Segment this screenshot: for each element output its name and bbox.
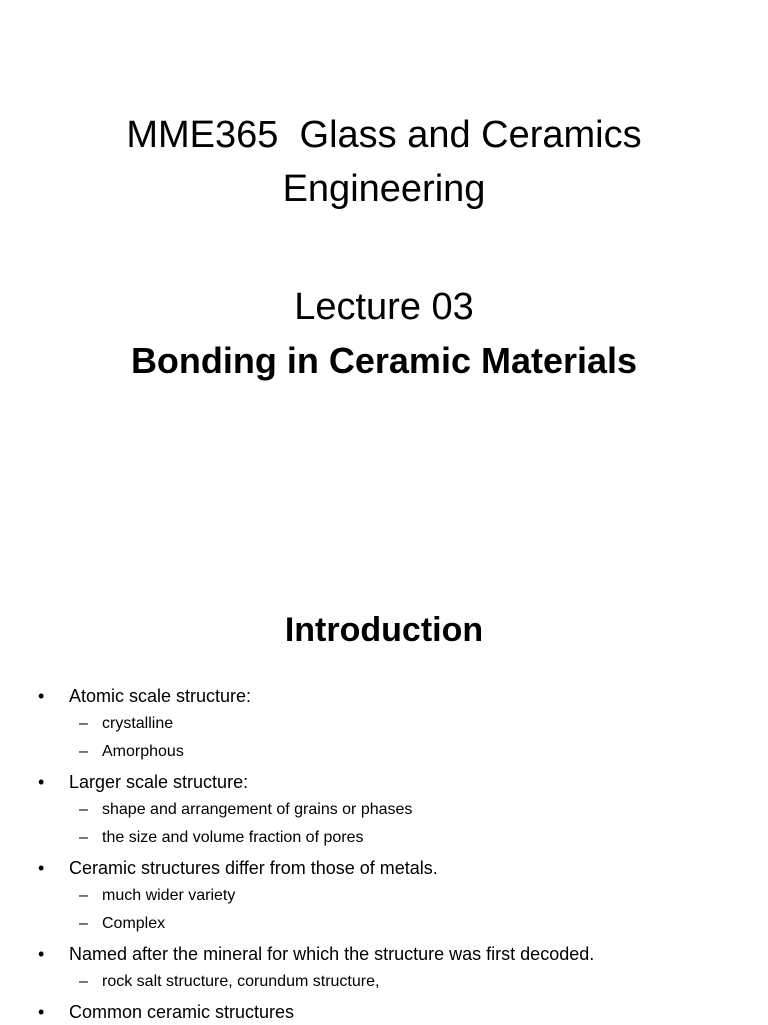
sub-bullet-text: Complex	[102, 915, 166, 932]
course-title-line-1: MME365 Glass and Ceramics	[126, 114, 642, 156]
sub-bullet-text: shape and arrangement of grains or phases	[102, 801, 413, 818]
dash-icon: –	[79, 829, 88, 846]
dash-icon: –	[79, 801, 88, 818]
bullet-icon: •	[38, 772, 45, 792]
sub-bullet-item	[0, 826, 768, 852]
sub-bullet-text: the size and volume fraction of pores	[102, 829, 364, 846]
sub-bullet-item	[0, 970, 768, 996]
bullet-text: Larger scale structure:	[69, 772, 249, 792]
bullet-text: Ceramic structures differ from those of metals.	[69, 858, 438, 878]
introduction-slide	[0, 560, 768, 1024]
course-title-line-2: Engineering	[282, 168, 486, 210]
bullet-item	[0, 769, 768, 795]
dash-icon: –	[79, 915, 88, 932]
dash-icon: –	[79, 715, 88, 732]
dash-icon: –	[79, 743, 88, 760]
sub-bullet-item	[0, 712, 768, 738]
dash-icon: –	[79, 973, 88, 990]
sub-bullet-item	[0, 798, 768, 824]
bullet-text: Atomic scale structure:	[69, 686, 252, 706]
bullet-text: Common ceramic structures	[69, 1002, 295, 1022]
slide-heading: Introduction	[284, 611, 484, 649]
course-title	[0, 108, 768, 216]
bullet-item	[0, 683, 768, 709]
bullet-icon: •	[38, 858, 45, 878]
bullet-icon: •	[38, 686, 45, 706]
bullet-item	[0, 855, 768, 881]
sub-bullet-text: Amorphous	[102, 743, 184, 760]
lecture-topic: Bonding in Ceramic Materials	[130, 340, 638, 381]
bullet-item	[0, 941, 768, 967]
bullet-icon: •	[38, 944, 45, 964]
sub-bullet-item	[0, 740, 768, 766]
lecture-number: Lecture 03	[294, 286, 474, 328]
sub-bullet-text: much wider variety	[102, 887, 236, 904]
bullet-item	[0, 999, 768, 1025]
sub-bullet-item	[0, 912, 768, 938]
bullet-icon: •	[38, 1002, 45, 1022]
dash-icon: –	[79, 887, 88, 904]
bullet-text: Named after the mineral for which the structure was first decoded.	[69, 944, 595, 964]
sub-bullet-item	[0, 884, 768, 910]
sub-bullet-text: crystalline	[102, 715, 174, 732]
sub-bullet-text: rock salt structure, corundum structure,	[102, 973, 380, 990]
